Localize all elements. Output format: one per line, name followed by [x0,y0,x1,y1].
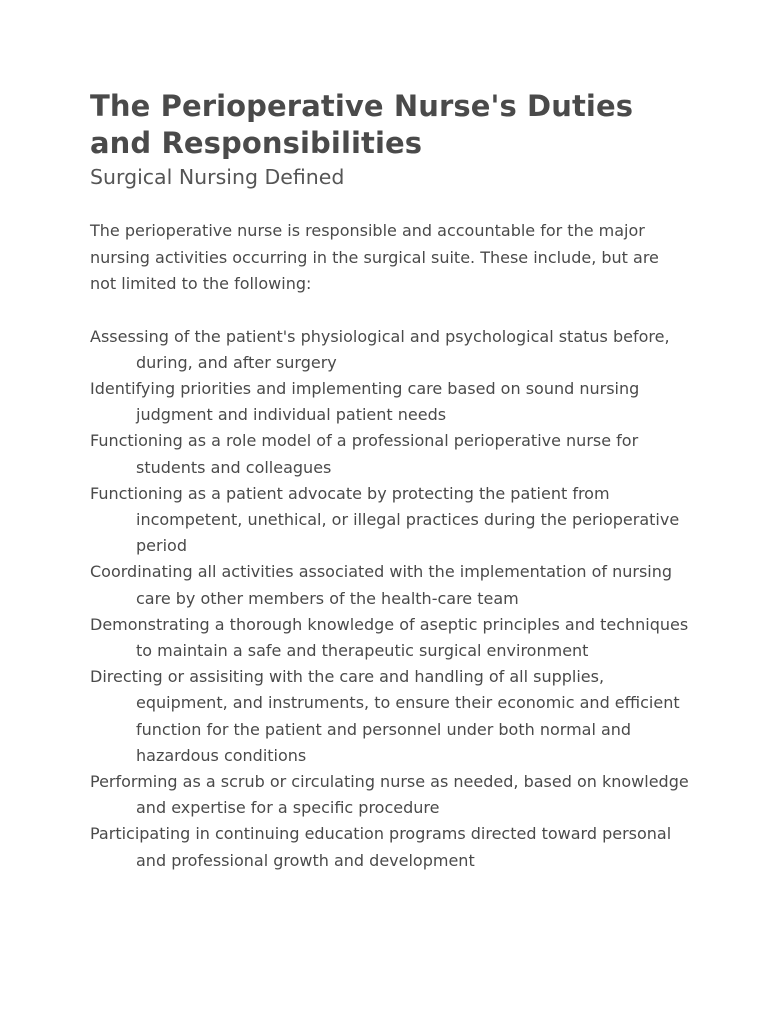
duty-item: Participating in continuing education programs directed toward personal and professional growth and development [90,824,672,870]
duty-item: Assessing of the patient's physiological and psychological status before, during, and after surgery [90,326,670,372]
duty-item: Performing as a scrub or circulating nurse as needed, based on knowledge and expertise for a specific procedure [90,771,689,818]
duty-item: Coordinating all activities associated with the implementation of nursing care by other members of the health-care team [90,562,673,608]
duty-item: Directing or assisiting with the care and handling of all supplies, equipment, and instruments, to ensure their economic and efficient function for the patient and personnel under both normal and hazardous conditions [90,667,680,765]
duty-item: Functioning as a patient advocate by protecting the patient from incompetent, unethical, or illegal practices during the perioperative period [90,483,680,556]
intro-paragraph: The perioperative nurse is responsible and accountable for the major nursing activities occurring in the surgical suite. These include, but are not limited to the following: [90,221,659,293]
document-page [90,88,690,874]
duty-item: Demonstrating a thorough knowledge of aseptic principles and techniques to maintain a safe and therapeutic surgical environment [90,614,689,660]
document-title: The Perioperative Nurse's Duties and Responsibilities [90,89,634,160]
duty-item: Identifying priorities and implementing care based on sound nursing judgment and individual patient needs [90,378,640,425]
duty-item: Functioning as a role model of a professional perioperative nurse for students and colleagues [90,431,639,477]
duties-list [90,324,690,874]
document-subtitle: Surgical Nursing Defined [90,165,345,189]
